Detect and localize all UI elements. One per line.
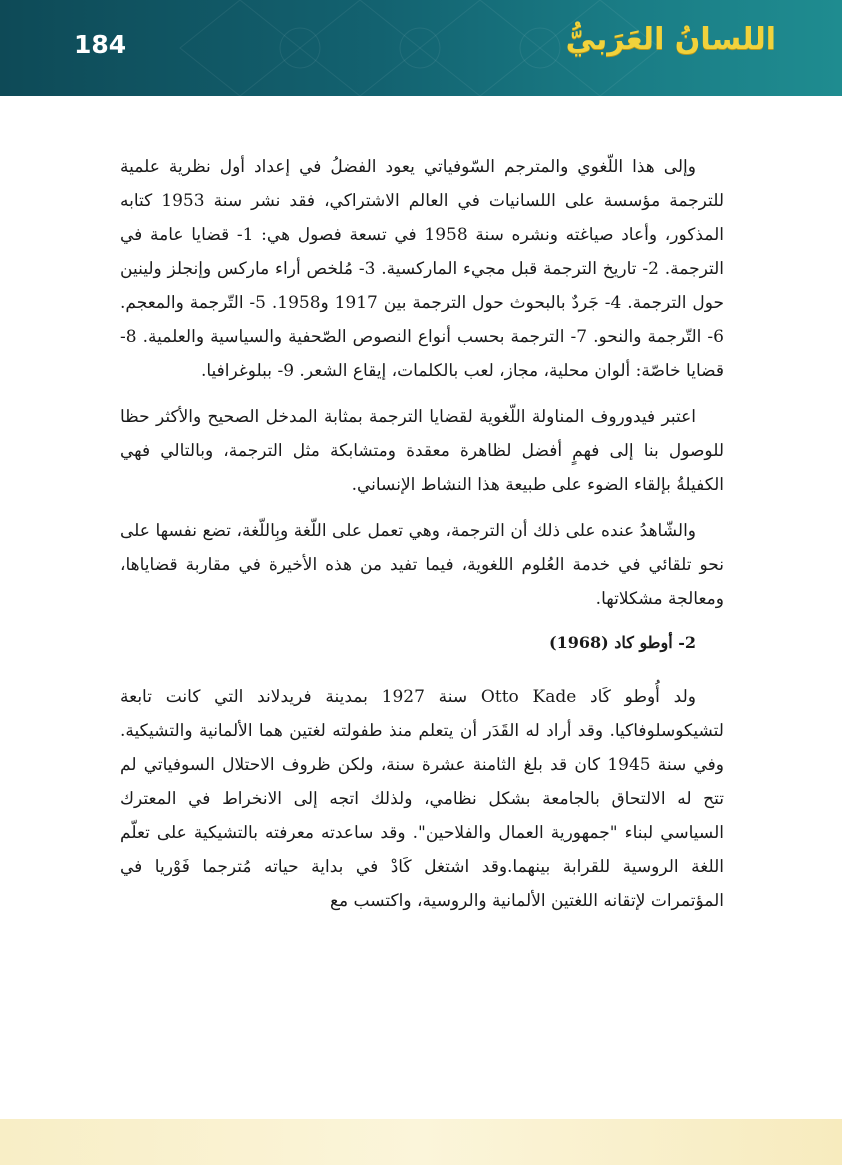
page-footer-band [0, 1119, 842, 1165]
paragraph-otto-kade-bio: ولد أُوطو كَاد Otto Kade سنة 1927 بمدينة فريدلاند التي كانت تابعة لتشيكوسلوفاكيا. وقد أراد له القَدَر أن يتعلم منذ طفولته لغتين هما الألمانية والتشيكية. وفي سنة 1945 كان قد بلغ الثامنة عشرة سنة، ولكن ظروف الاحتلال السوفياتي لم تتح له الالتحاق بالجامعة بشكل نظامي، ولذلك اتجه إلى الانخراط في المعترك السياسي لبناء "جمهورية العمال والفلاحين". وقد ساعدته معرفته بالتشيكية على تعلّم اللغة الروسية للقرابة بينهما.وقد اشتغل كَادْ في بداية حياته مُترجما فَوْريا في المؤتمرات لإتقانه اللغتين الألمانية والروسية، واكتسب مع [120, 687, 725, 911]
page-number: 184 [74, 30, 127, 59]
article-body [120, 150, 724, 930]
page-header [0, 0, 842, 96]
paragraph-evidence: والشّاهدُ عنده على ذلك أن الترجمة، وهي تعمل على اللّغة وبِاللّغة، تضع نفسها على نحو تلقائي في خدمة العُلوم اللغوية، فيما تفيد من هذه الأخيرة في مقاربة قضاياها، ومعالجة مشكلاتها. [120, 521, 724, 609]
paragraph-linguistic-approach: اعتبر فيدوروف المناولة اللّغوية لقضايا الترجمة بمثابة المدخل الصحيح والأكثر حظا للوصول بنا إلى فهمٍ أفضل لظاهرة معقدة ومتشابكة مثل الترجمة، وبالتالي فهي الكفيلةُ بإلقاء الضوء على طبيعة هذا النشاط الإنساني. [120, 407, 724, 495]
paragraph-fedorov-theory: وإلى هذا اللّغوي والمترجم السّوفياتي يعود الفضلُ في إعداد أول نظرية علمية للترجمة مؤسسة على اللسانيات في العالم الاشتراكي، فقد نشر سنة 1953 كتابه المذكور، وأعاد صياغته ونشره سنة 1958 في تسعة فصول هي: 1- قضايا عامة في الترجمة. 2- تاريخ الترجمة قبل مجيء الماركسية. 3- مُلخص أراء ماركس وإنجلز ولينين حول الترجمة. 4- جَردٌ بالبحوث حول الترجمة بين 1917 و1958. 5- التّرجمة والمعجم. 6- التّرجمة والنحو. 7- الترجمة بحسب أنواع النصوص الصّحفية والسياسية والعلمية. 8- قضايا خاصّة: ألوان محلية، مجاز، لعب بالكلمات، إيقاع الشعر. 9- ببلوغرافيا. [120, 157, 725, 381]
section-heading-otto-kade: 2- أوطو كاد (1968) [549, 633, 696, 652]
journal-logo: اللسانُ العَرَبيُّ [565, 22, 776, 57]
